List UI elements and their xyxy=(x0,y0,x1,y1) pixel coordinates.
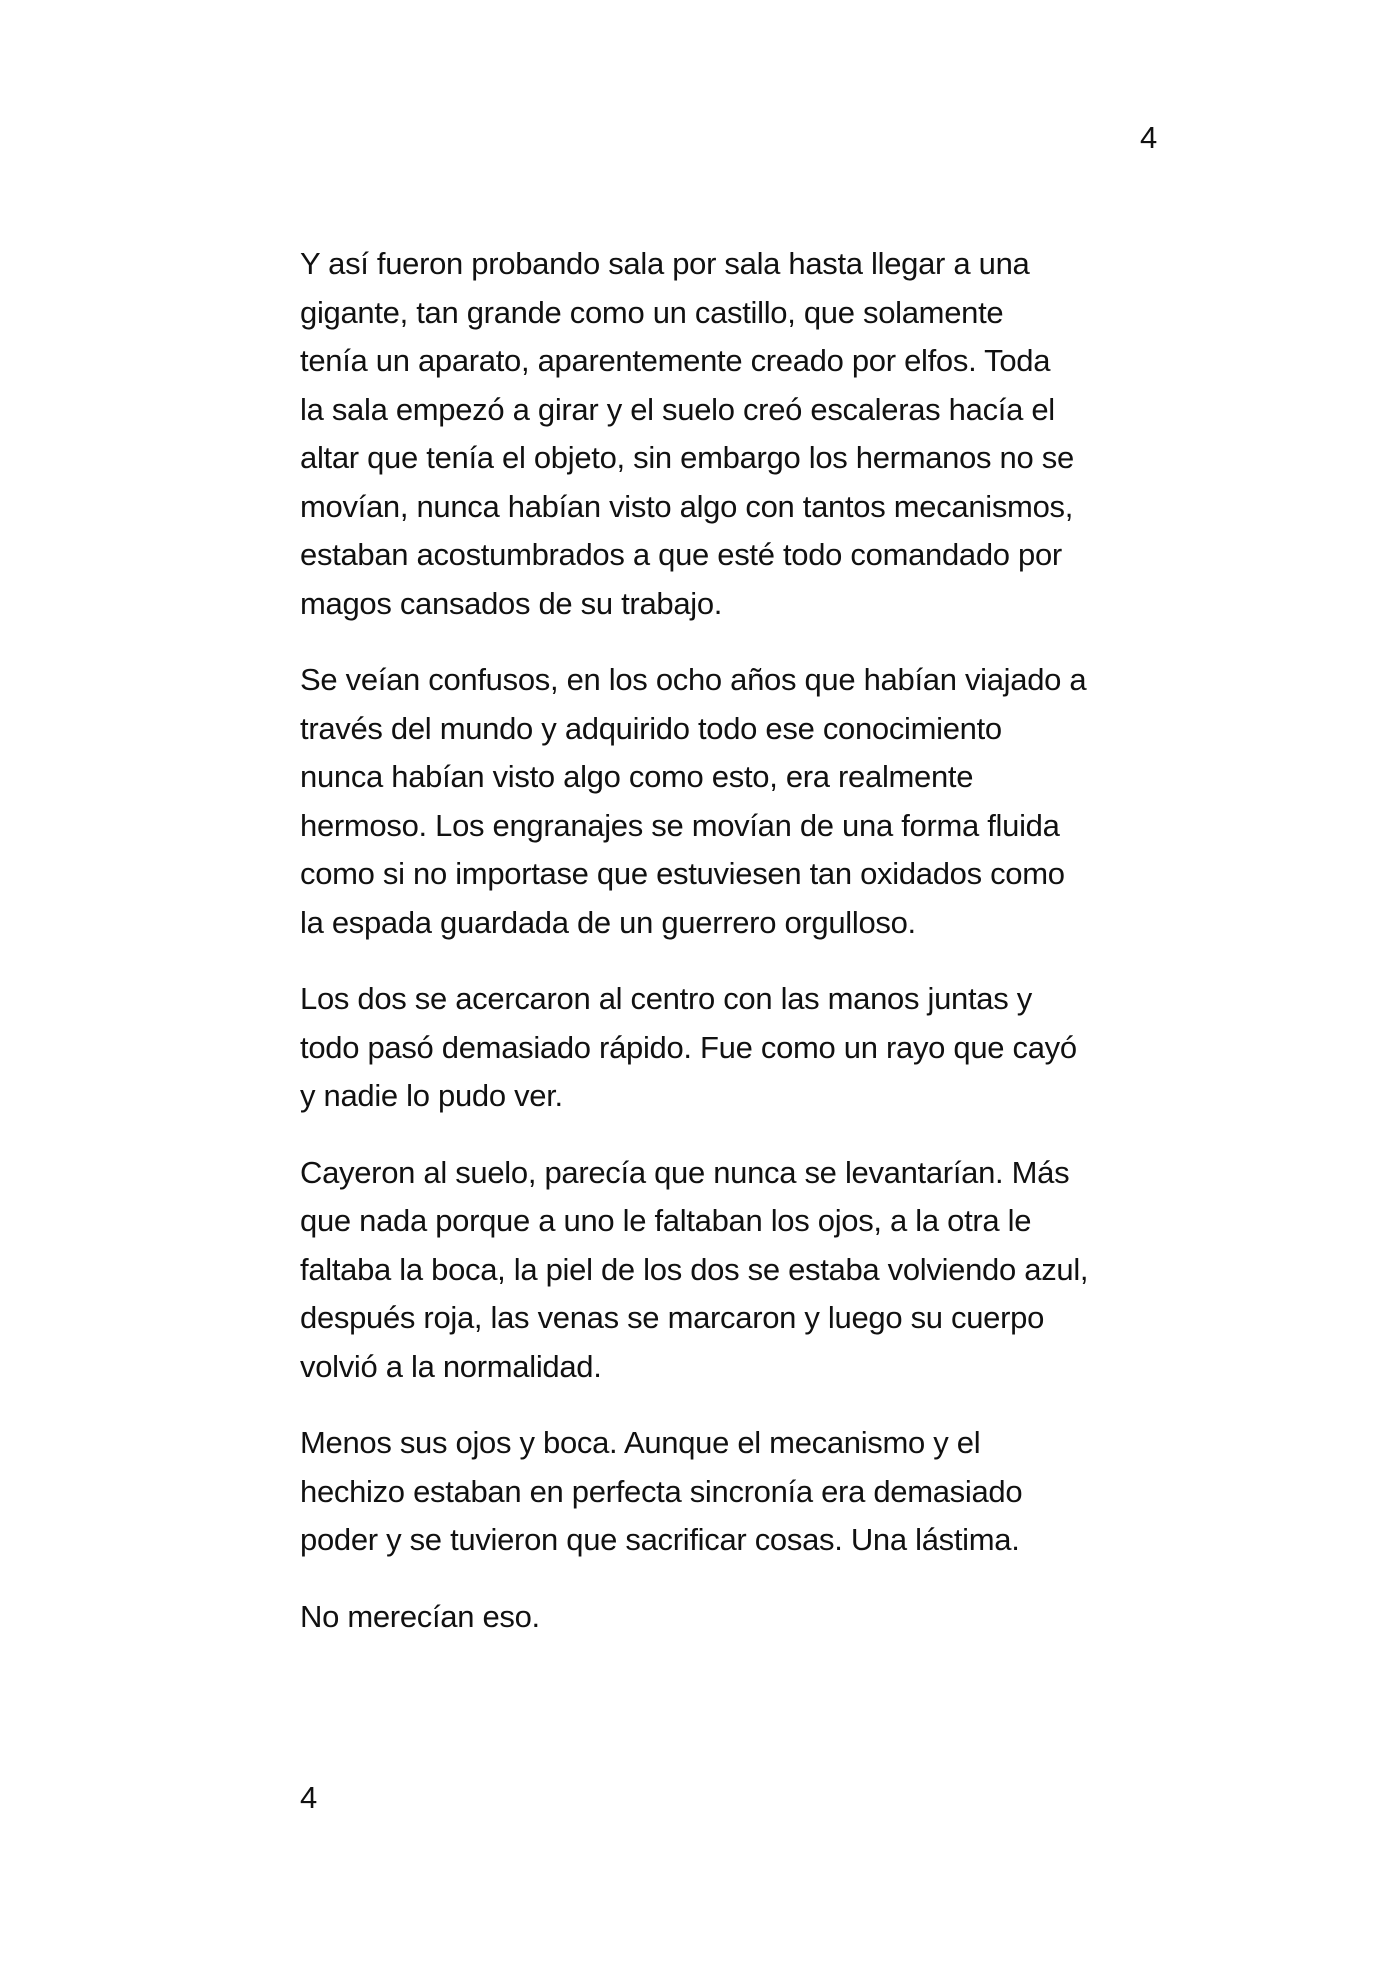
paragraph-4: Cayeron al suelo, parecía que nunca se levantarían. Más que nada porque a uno le faltaban los ojos, a la otra le faltaba la boca, la piel de los dos se estaba volviendo azul, después roja, las venas se marcaron y luego su cuerpo volvió a la normalidad. xyxy=(300,1154,1089,1384)
paragraph-6: No merecían eso. xyxy=(300,1598,540,1634)
document-body xyxy=(300,240,1170,1669)
paragraph-3: Los dos se acercaron al centro con las manos juntas y todo pasó demasiado rápido. Fue como un rayo que cayó y nadie lo pudo ver. xyxy=(300,981,1077,1113)
paragraph-1: Y así fueron probando sala por sala hasta llegar a una gigante, tan grande como un castillo, que solamente tenía un aparato, aparentemente creado por elfos. Toda la sala empezó a girar y el suelo creó escaleras hacía el altar que tenía el objeto, sin embargo los hermanos no se movían, nunca habían visto algo con tantos mecanismos, estaban acostumbrados a que esté todo comandado por magos cansados de su trabajo. xyxy=(300,246,1074,621)
page-number-top: 4 xyxy=(1140,120,1158,155)
page-number-bottom: 4 xyxy=(300,1780,318,1815)
paragraph-5: Menos sus ojos y boca. Aunque el mecanismo y el hechizo estaban en perfecta sincronía era demasiado poder y se tuvieron que sacrificar cosas. Una lástima. xyxy=(300,1425,1023,1557)
paragraph-2: Se veían confusos, en los ocho años que habían viajado a través del mundo y adquirido todo ese conocimiento nunca habían visto algo como esto, era realmente hermoso. Los engranajes se movían de una forma fluida como si no importase que estuviesen tan oxidados como la espada guardada de un guerrero orgulloso. xyxy=(300,662,1087,940)
